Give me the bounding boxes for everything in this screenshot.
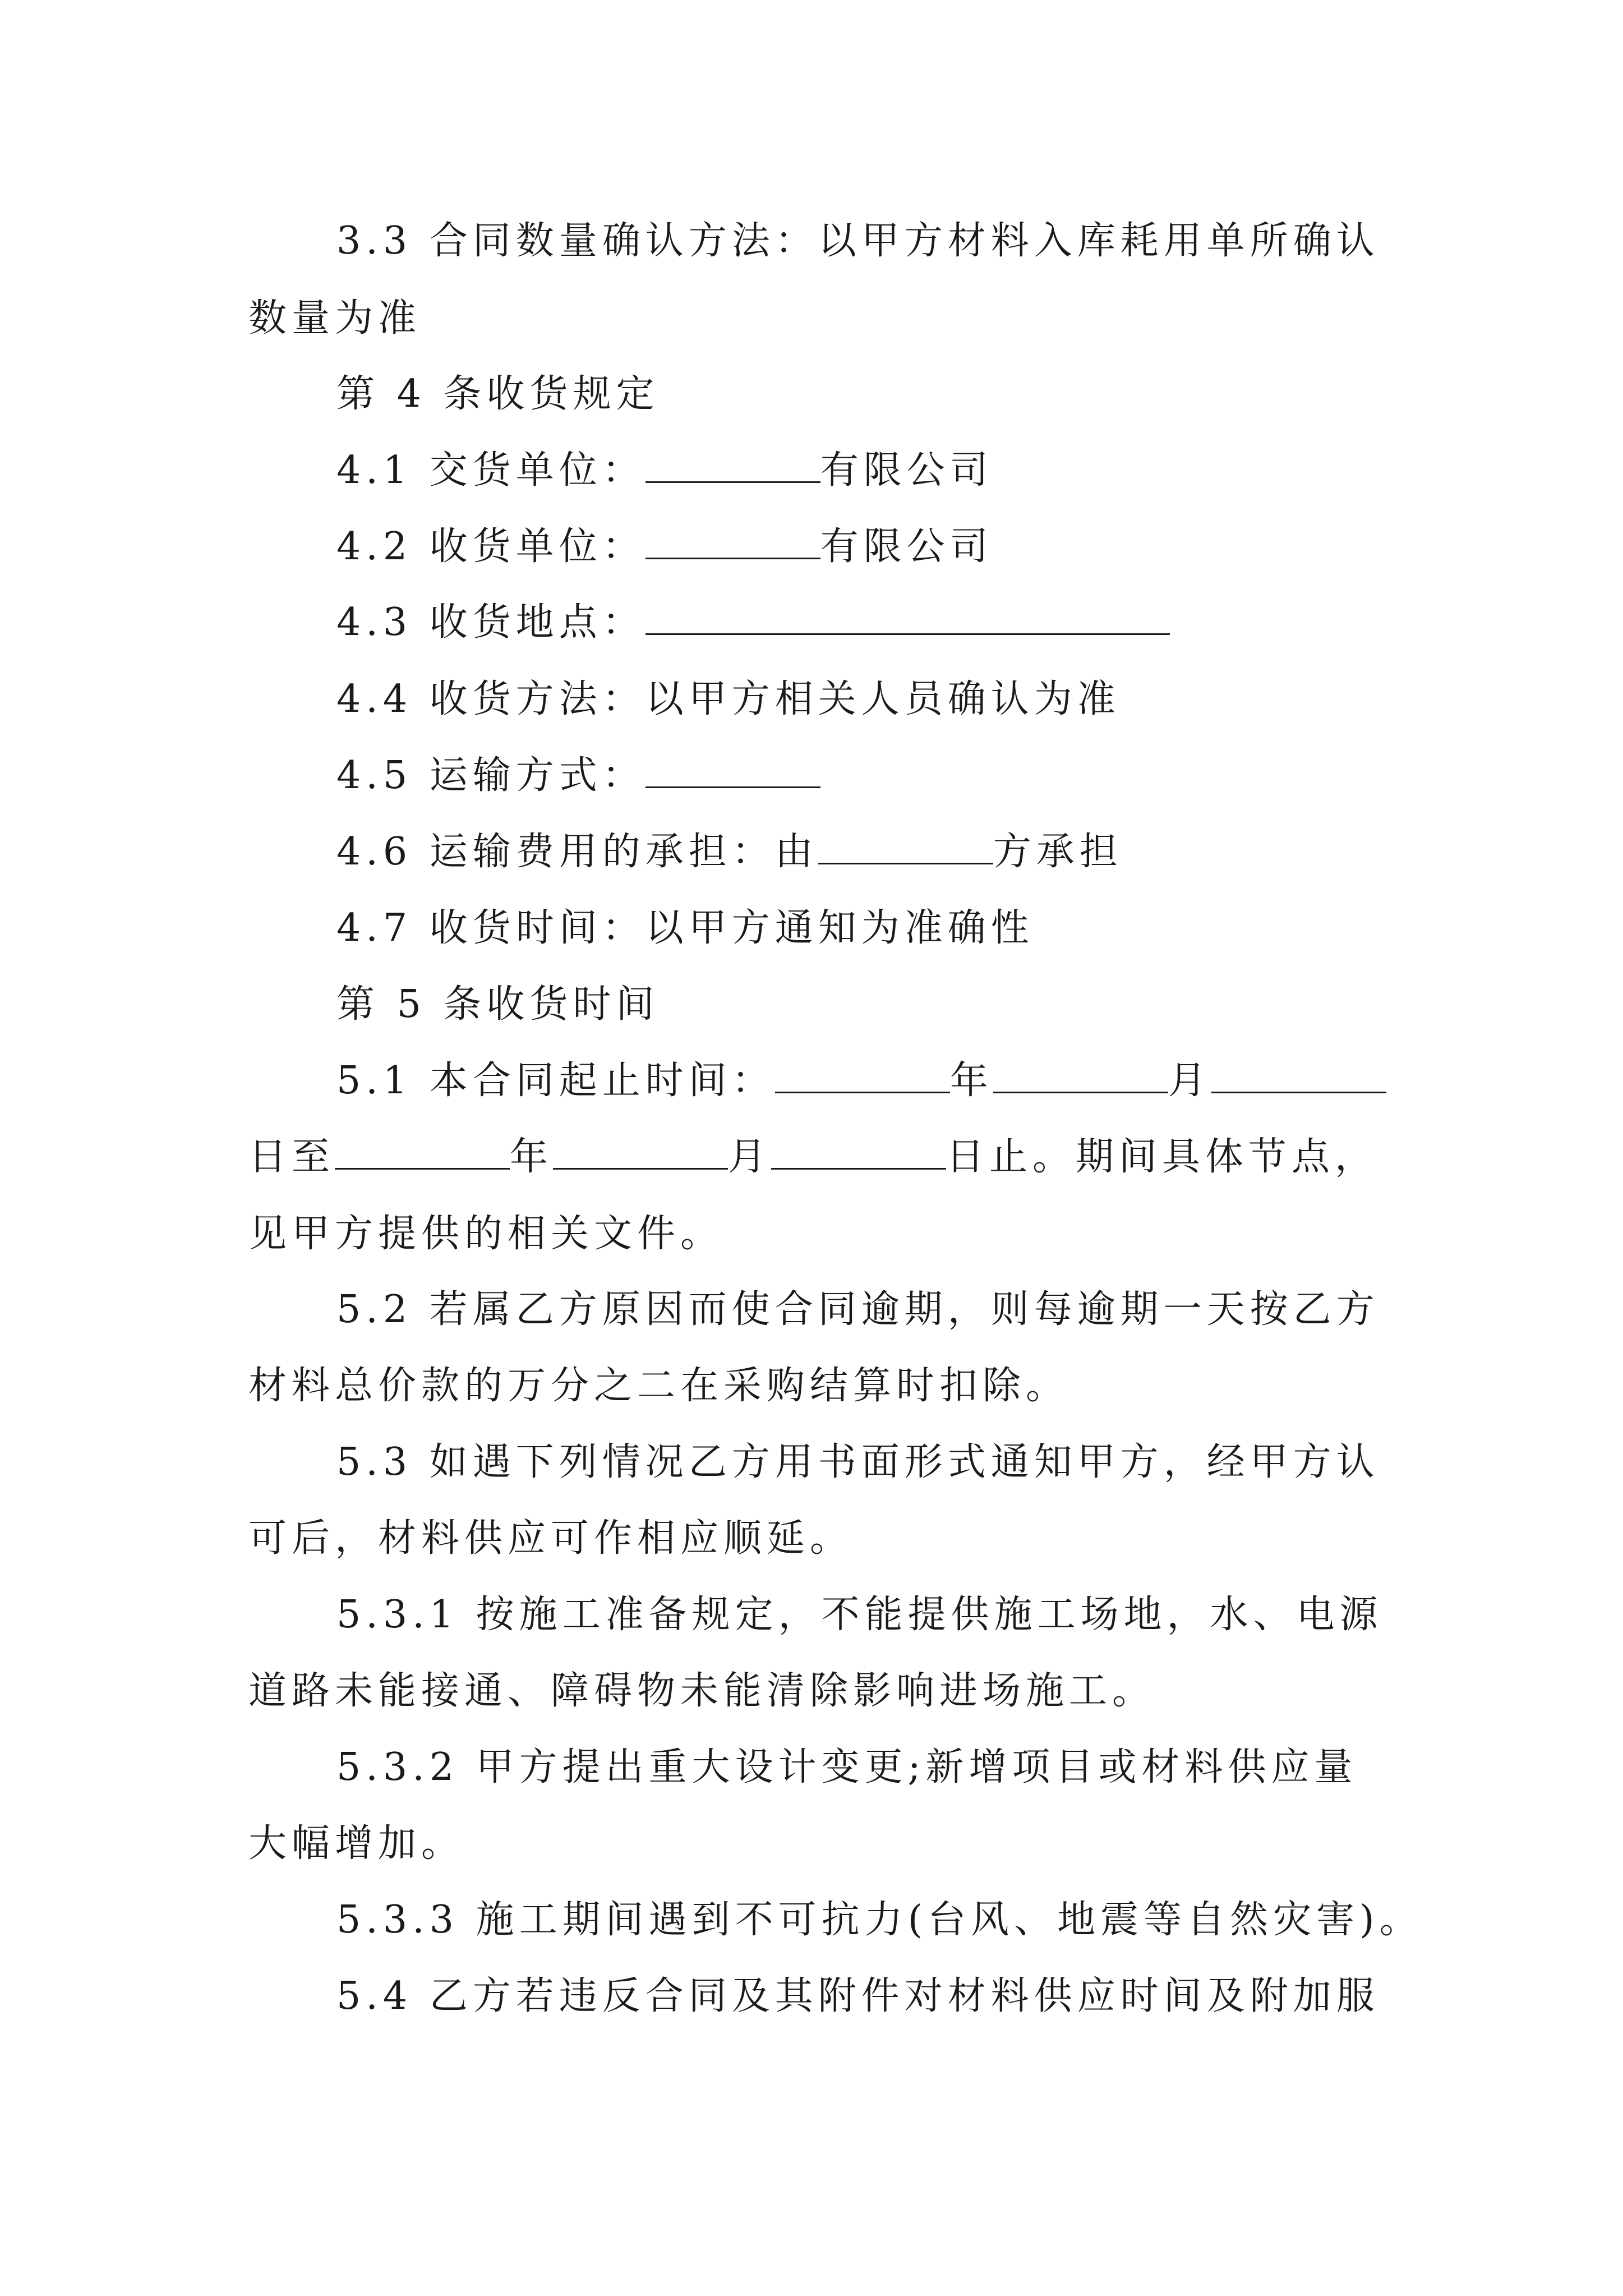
month-label: 月 xyxy=(1168,1059,1211,1103)
clause-5-2-line-2: 材料总价款的万分之二在采购结算时扣除。 xyxy=(248,1364,1069,1408)
clause-5-3-1-line-2: 道路未能接通、障碍物未能清除影响进场施工。 xyxy=(248,1669,1156,1713)
fill-blank xyxy=(645,523,820,559)
clause-4-3 xyxy=(336,595,1170,651)
clause-4-2-suffix: 有限公司 xyxy=(820,524,993,569)
fill-blank xyxy=(335,1133,510,1170)
clause-4-6-suffix: 方承担 xyxy=(993,830,1123,874)
clause-4-6 xyxy=(336,824,1123,880)
clause-5-1-label: 5.1 本合同起止时间： xyxy=(336,1059,775,1103)
clause-5-1-line-1 xyxy=(336,1053,1386,1109)
fill-blank xyxy=(645,752,820,788)
clause-4-5 xyxy=(336,748,820,804)
article-4-heading: 第 4 条收货规定 xyxy=(336,372,660,416)
clause-4-5-label: 4.5 运输方式： xyxy=(336,753,645,798)
clause-3-3-line-1: 3.3 合同数量确认方法：以甲方材料入库耗用单所确认 xyxy=(336,219,1380,263)
fill-blank xyxy=(553,1133,728,1170)
fill-blank xyxy=(1211,1057,1386,1093)
clause-5-3-2-line-1: 5.3.2 甲方提出重大设计变更;新增项目或材料供应量 xyxy=(336,1745,1358,1789)
clause-4-7: 4.7 收货时间：以甲方通知为准确性 xyxy=(336,906,1034,950)
clause-4-4: 4.4 收货方法：以甲方相关人员确认为准 xyxy=(336,677,1121,721)
fill-blank xyxy=(645,447,820,483)
clause-5-1-line-2 xyxy=(248,1129,1378,1185)
clause-5-3-2-line-2: 大幅增加。 xyxy=(248,1821,465,1866)
clause-4-1-label: 4.1 交货单位： xyxy=(336,448,645,493)
clause-5-3-line-1: 5.3 如遇下列情况乙方用书面形式通知甲方，经甲方认 xyxy=(336,1440,1380,1484)
fill-blank xyxy=(993,1057,1168,1093)
fill-blank xyxy=(645,599,1170,635)
clause-5-4-line-1: 5.4 乙方若违反合同及其附件对材料供应时间及附加服 xyxy=(336,1974,1380,2018)
clause-4-1-suffix: 有限公司 xyxy=(820,448,993,493)
clause-5-3-line-2: 可后，材料供应可作相应顺延。 xyxy=(248,1516,854,1561)
clause-5-3-1-line-1: 5.3.1 按施工准备规定，不能提供施工场地，水、电源 xyxy=(336,1593,1383,1637)
end-date-text: 日止。期间具体节点， xyxy=(946,1135,1378,1179)
clause-5-1-line-3: 见甲方提供的相关文件。 xyxy=(248,1212,724,1256)
clause-3-3-line-2: 数量为准 xyxy=(248,296,422,341)
year-label: 年 xyxy=(510,1135,554,1179)
month-label: 月 xyxy=(728,1135,772,1179)
fill-blank xyxy=(775,1057,950,1093)
fill-blank xyxy=(771,1133,946,1170)
clause-4-2 xyxy=(336,519,993,575)
article-5-heading: 第 5 条收货时间 xyxy=(336,982,660,1027)
day-to-label: 日至 xyxy=(248,1135,335,1179)
clause-5-3-3: 5.3.3 施工期间遇到不可抗力(台风、地震等自然灾害)。 xyxy=(336,1898,1423,1942)
clause-4-1 xyxy=(336,443,993,499)
clause-5-2-line-1: 5.2 若属乙方原因而使合同逾期，则每逾期一天按乙方 xyxy=(336,1287,1380,1332)
clause-4-3-label: 4.3 收货地点： xyxy=(336,600,645,645)
year-label: 年 xyxy=(949,1059,993,1103)
clause-4-2-label: 4.2 收货单位： xyxy=(336,524,645,569)
fill-blank xyxy=(818,828,993,864)
clause-4-6-label: 4.6 运输费用的承担：由 xyxy=(336,830,818,874)
